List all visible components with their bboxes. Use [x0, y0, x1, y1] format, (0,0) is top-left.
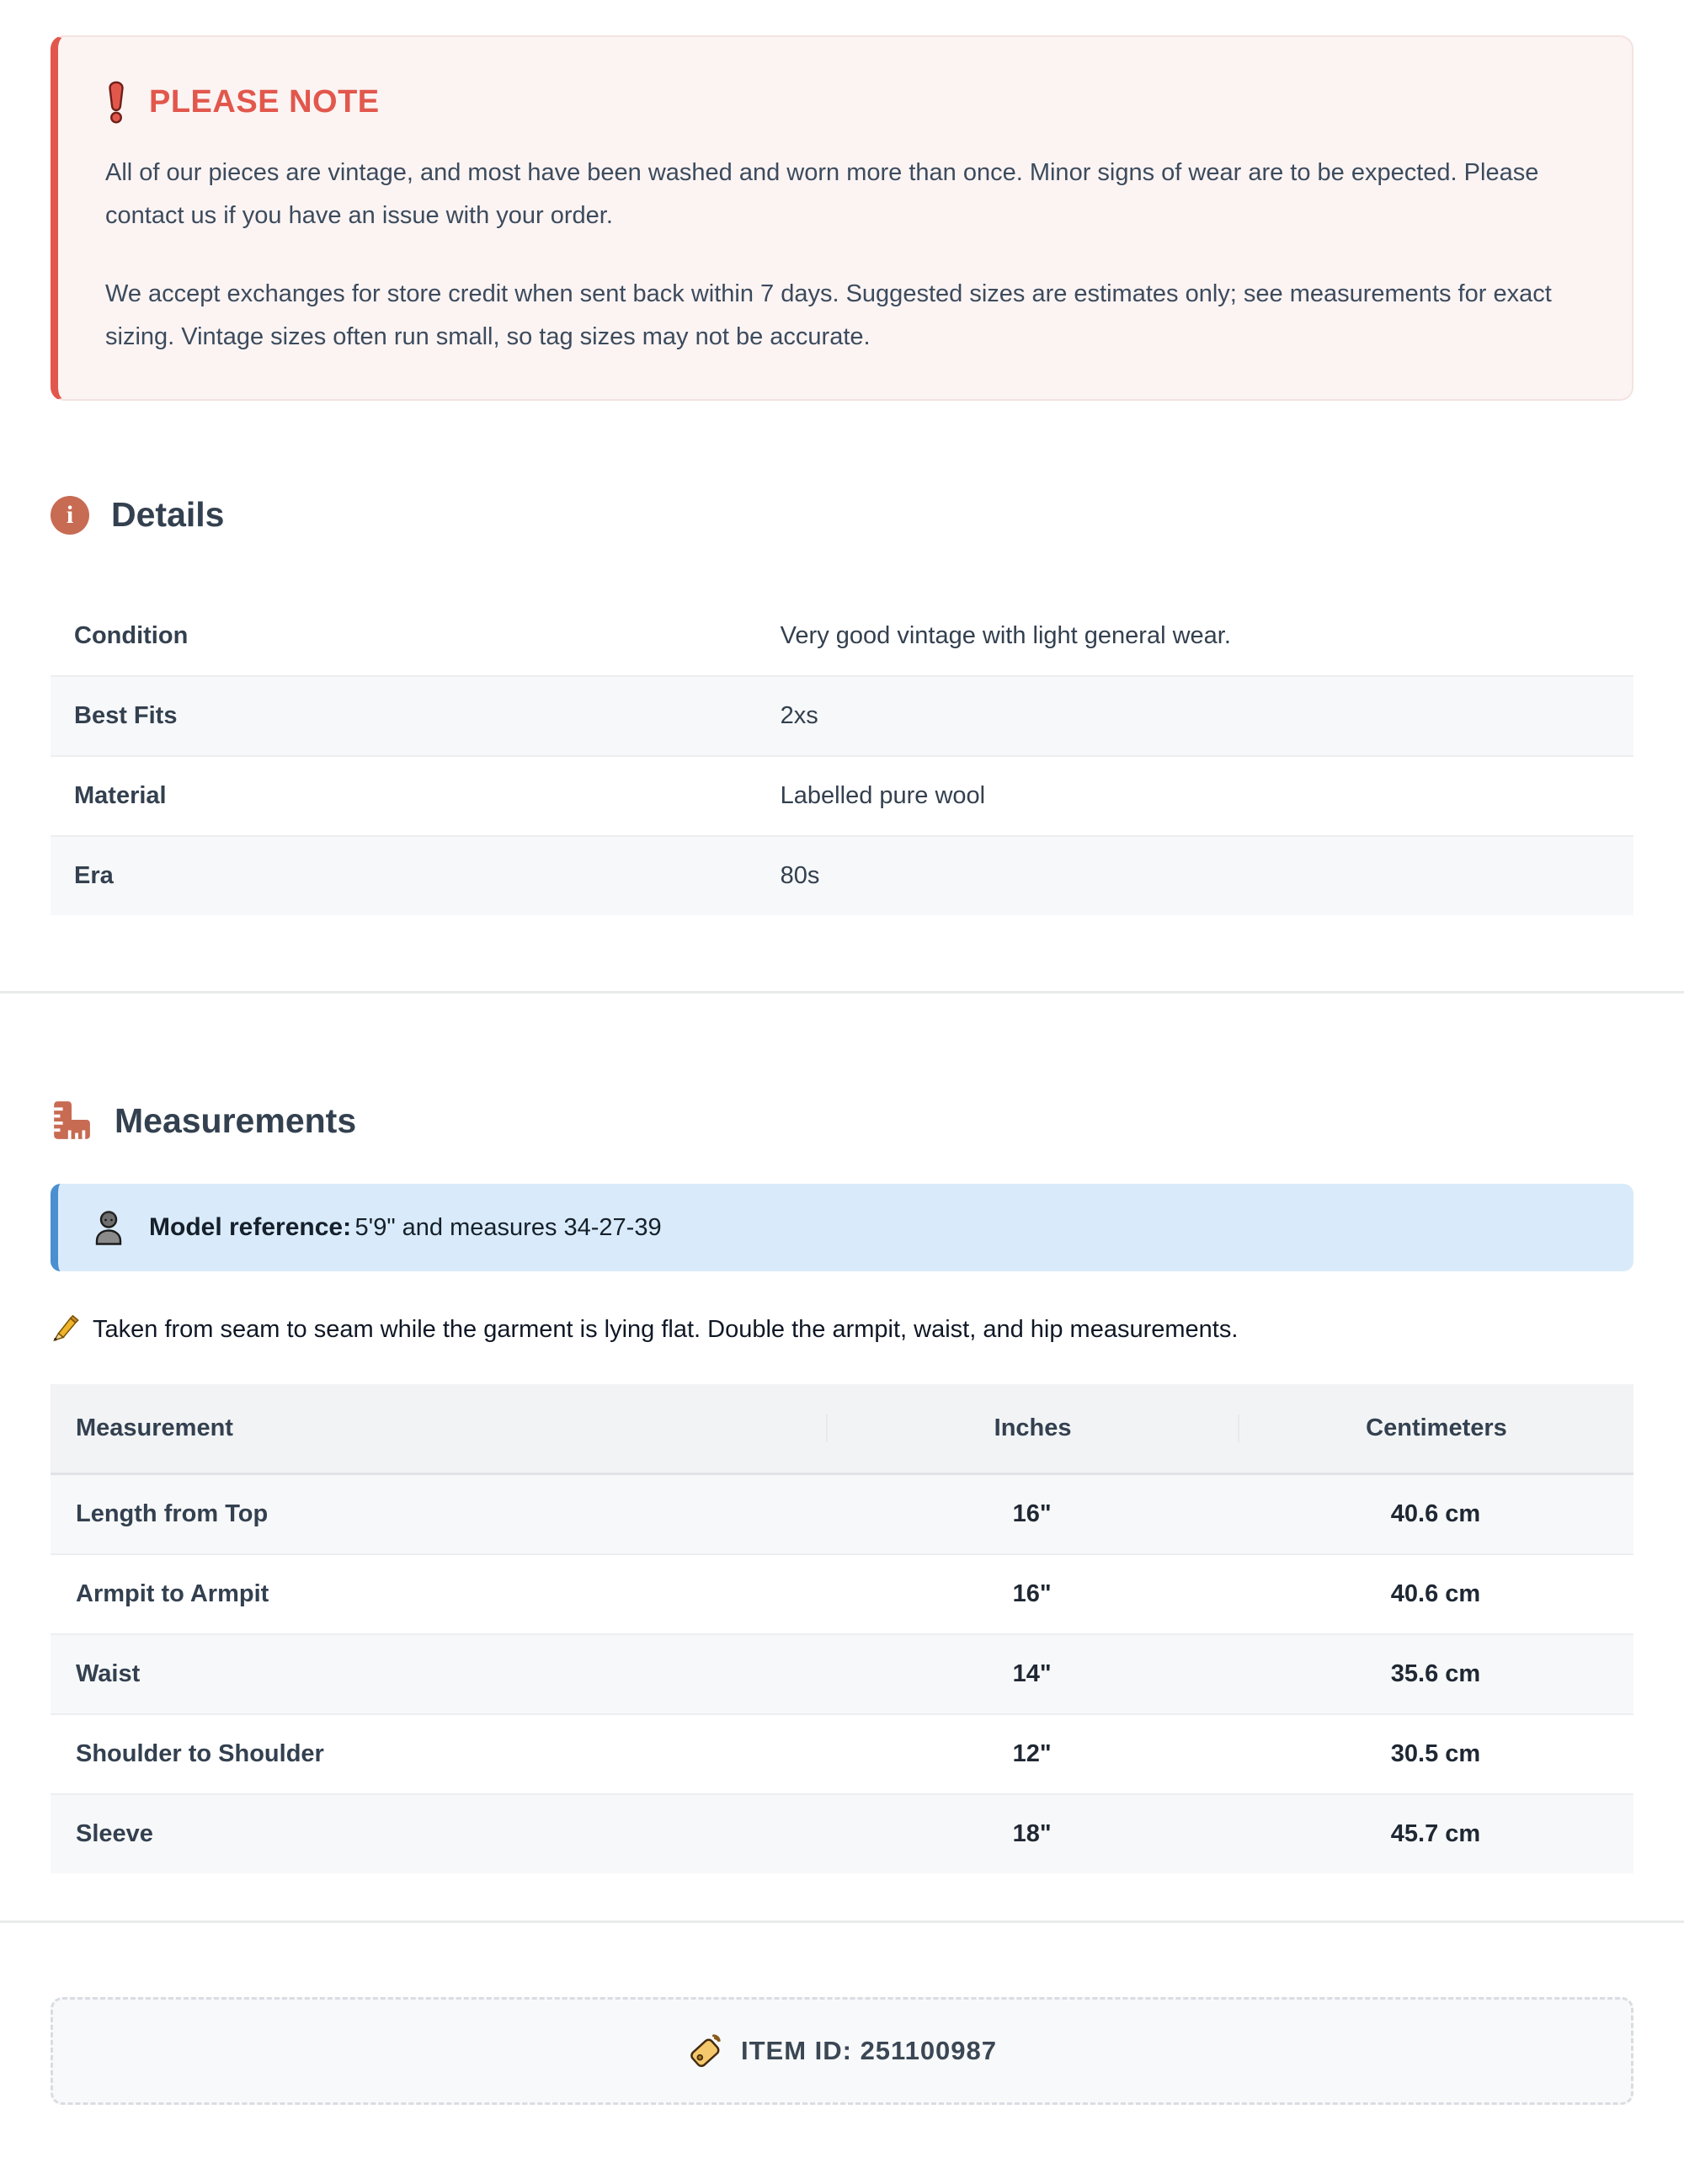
measuring-note-text: Taken from seam to seam while the garment is lying flat. Double the armpit, waist, and hip measurements. — [93, 1315, 1239, 1343]
measurement-cm: 40.6 cm — [1390, 1580, 1481, 1608]
person-icon — [92, 1209, 125, 1246]
header-measurement: Measurement — [76, 1414, 233, 1442]
details-label: Best Fits — [74, 702, 178, 730]
details-section-header — [51, 495, 1633, 535]
pencil-icon — [51, 1315, 79, 1344]
ruler-icon — [51, 1100, 93, 1142]
details-label: Material — [74, 782, 167, 810]
model-reference-text-group — [149, 1213, 662, 1242]
measurement-inches: 16" — [1012, 1500, 1052, 1528]
measurements-table — [51, 1384, 1633, 1873]
details-row-material — [51, 755, 1633, 835]
measurement-inches: 14" — [1012, 1660, 1052, 1688]
details-label: Condition — [74, 622, 189, 650]
details-value: 2xs — [780, 702, 818, 730]
please-note-alert — [51, 35, 1633, 401]
measuring-note — [51, 1315, 1633, 1344]
measurement-row-sleeve — [51, 1793, 1633, 1873]
details-value: 80s — [780, 862, 820, 890]
measurement-cm: 40.6 cm — [1390, 1500, 1481, 1528]
details-title: Details — [111, 495, 225, 535]
measurement-row-armpit — [51, 1553, 1633, 1633]
details-label: Era — [74, 862, 114, 890]
measurement-name: Waist — [76, 1660, 141, 1688]
please-note-heading — [105, 79, 1585, 125]
measurement-row-waist — [51, 1633, 1633, 1713]
measurements-title: Measurements — [115, 1100, 357, 1140]
measurement-name: Sleeve — [76, 1820, 153, 1848]
measurement-cm: 45.7 cm — [1390, 1820, 1481, 1848]
measurement-row-shoulder — [51, 1713, 1633, 1793]
details-value: Very good vintage with light general wear. — [780, 622, 1231, 650]
model-reference-label: Model reference: — [149, 1213, 352, 1242]
info-icon: i — [51, 496, 89, 535]
details-row-era — [51, 835, 1633, 915]
details-row-condition — [51, 597, 1633, 675]
tag-icon — [687, 2033, 722, 2069]
measurement-name: Length from Top — [76, 1500, 269, 1528]
measurement-inches: 16" — [1012, 1580, 1052, 1608]
model-reference-value: 5'9" and measures 34-27-39 — [354, 1214, 662, 1242]
measurements-table-header — [51, 1384, 1633, 1475]
item-id-box — [51, 1997, 1633, 2105]
page-content — [51, 35, 1633, 915]
note-paragraph: We accept exchanges for store credit when sent back within 7 days. Suggested sizes are estimates only; see measurements for exact sizing. Vintage sizes often run small, so tag sizes may not be accurate. — [105, 280, 1552, 351]
measurement-row-length — [51, 1475, 1633, 1553]
section-divider — [0, 991, 1684, 993]
item-id-text: ITEM ID: 251100987 — [740, 2036, 998, 2066]
note-paragraph: All of our pieces are vintage, and most have been washed and worn more than once. Minor signs of wear are to be expected. Please contact us if you have an issue with your order. — [105, 159, 1539, 230]
bottom-spacer — [51, 2105, 1633, 2149]
exclamation-icon — [105, 79, 127, 125]
please-note-title: PLEASE NOTE — [149, 83, 380, 120]
measurement-cm: 30.5 cm — [1390, 1740, 1481, 1768]
measurements-section-header — [51, 1100, 1633, 1142]
measurement-name: Shoulder to Shoulder — [76, 1740, 324, 1768]
measurement-inches: 12" — [1012, 1740, 1052, 1768]
model-reference-box — [51, 1184, 1633, 1271]
details-row-best-fits — [51, 675, 1633, 755]
header-inches: Inches — [826, 1414, 1238, 1442]
header-centimeters: Centimeters — [1238, 1414, 1633, 1442]
measurement-cm: 35.6 cm — [1390, 1660, 1481, 1688]
details-value: Labelled pure wool — [780, 782, 986, 810]
details-table — [51, 597, 1633, 915]
measurement-inches: 18" — [1012, 1820, 1052, 1848]
measurement-name: Armpit to Armpit — [76, 1580, 269, 1608]
section-divider — [0, 1920, 1684, 1923]
